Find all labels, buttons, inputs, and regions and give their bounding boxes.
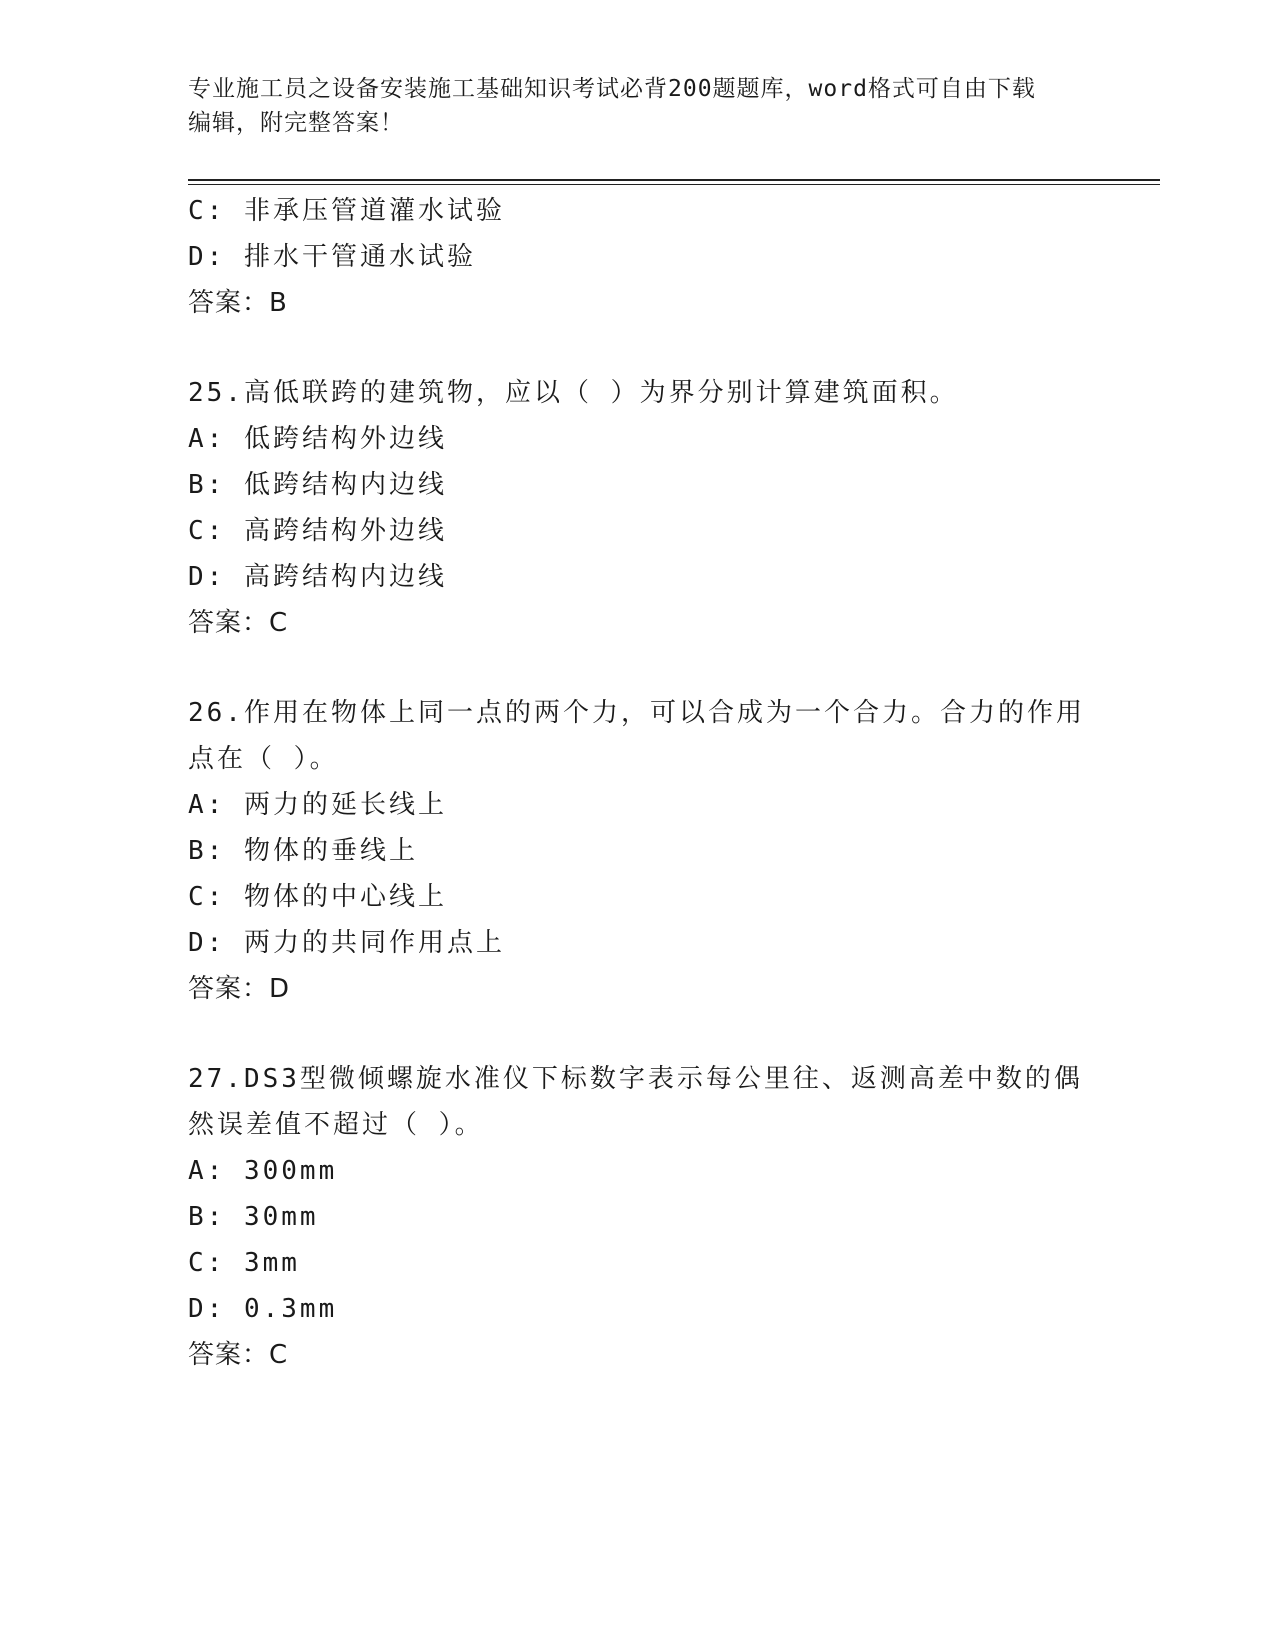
option-d: D: 0.3mm xyxy=(188,1294,338,1324)
question-27 xyxy=(188,1056,1088,1378)
option-c: C: 物体的中心线上 xyxy=(188,882,447,912)
answer-line: 答案：D xyxy=(188,974,291,1004)
option-c: C: 高跨结构外边线 xyxy=(188,516,447,546)
option-a: A: 300mm xyxy=(188,1156,338,1186)
header-line-2: 编辑，附完整答案！ xyxy=(188,110,404,136)
answer-line: 答案：C xyxy=(188,1340,289,1370)
option-d: D: 排水干管通水试验 xyxy=(188,242,476,272)
header-rule-thick xyxy=(188,179,1160,181)
question-text: 25.高低联跨的建筑物，应以（ ）为界分别计算建筑面积。 xyxy=(188,378,959,408)
header-line-1: 专业施工员之设备安装施工基础知识考试必背200题题库，word格式可自由下载 xyxy=(188,76,1036,102)
question-list xyxy=(188,188,1088,1378)
answer-line: 答案：B xyxy=(188,288,288,318)
option-c: C: 3mm xyxy=(188,1248,300,1278)
document-header xyxy=(188,72,1088,140)
answer-line: 答案：C xyxy=(188,608,289,638)
question-25 xyxy=(188,370,1088,646)
option-a: A: 两力的延长线上 xyxy=(188,790,447,820)
question-text-line-2: 点在（ ）。 xyxy=(188,744,339,774)
option-a: A: 低跨结构外边线 xyxy=(188,424,447,454)
option-b: B: 30mm xyxy=(188,1202,319,1232)
question-text-line-1: 26.作用在物体上同一点的两个力，可以合成为一个合力。合力的作用 xyxy=(188,698,1085,728)
question-text-line-2: 然误差值不超过（ ）。 xyxy=(188,1110,484,1140)
option-d: D: 两力的共同作用点上 xyxy=(188,928,505,958)
question-26 xyxy=(188,690,1088,1012)
question-24-partial xyxy=(188,188,1088,326)
option-b: B: 物体的垂线上 xyxy=(188,836,418,866)
header-rule-thin xyxy=(188,184,1160,185)
option-c: C: 非承压管道灌水试验 xyxy=(188,196,505,226)
question-text-line-1: 27.DS3型微倾螺旋水准仪下标数字表示每公里往、返测高差中数的偶 xyxy=(188,1064,1083,1094)
option-b: B: 低跨结构内边线 xyxy=(188,470,447,500)
option-d: D: 高跨结构内边线 xyxy=(188,562,447,592)
